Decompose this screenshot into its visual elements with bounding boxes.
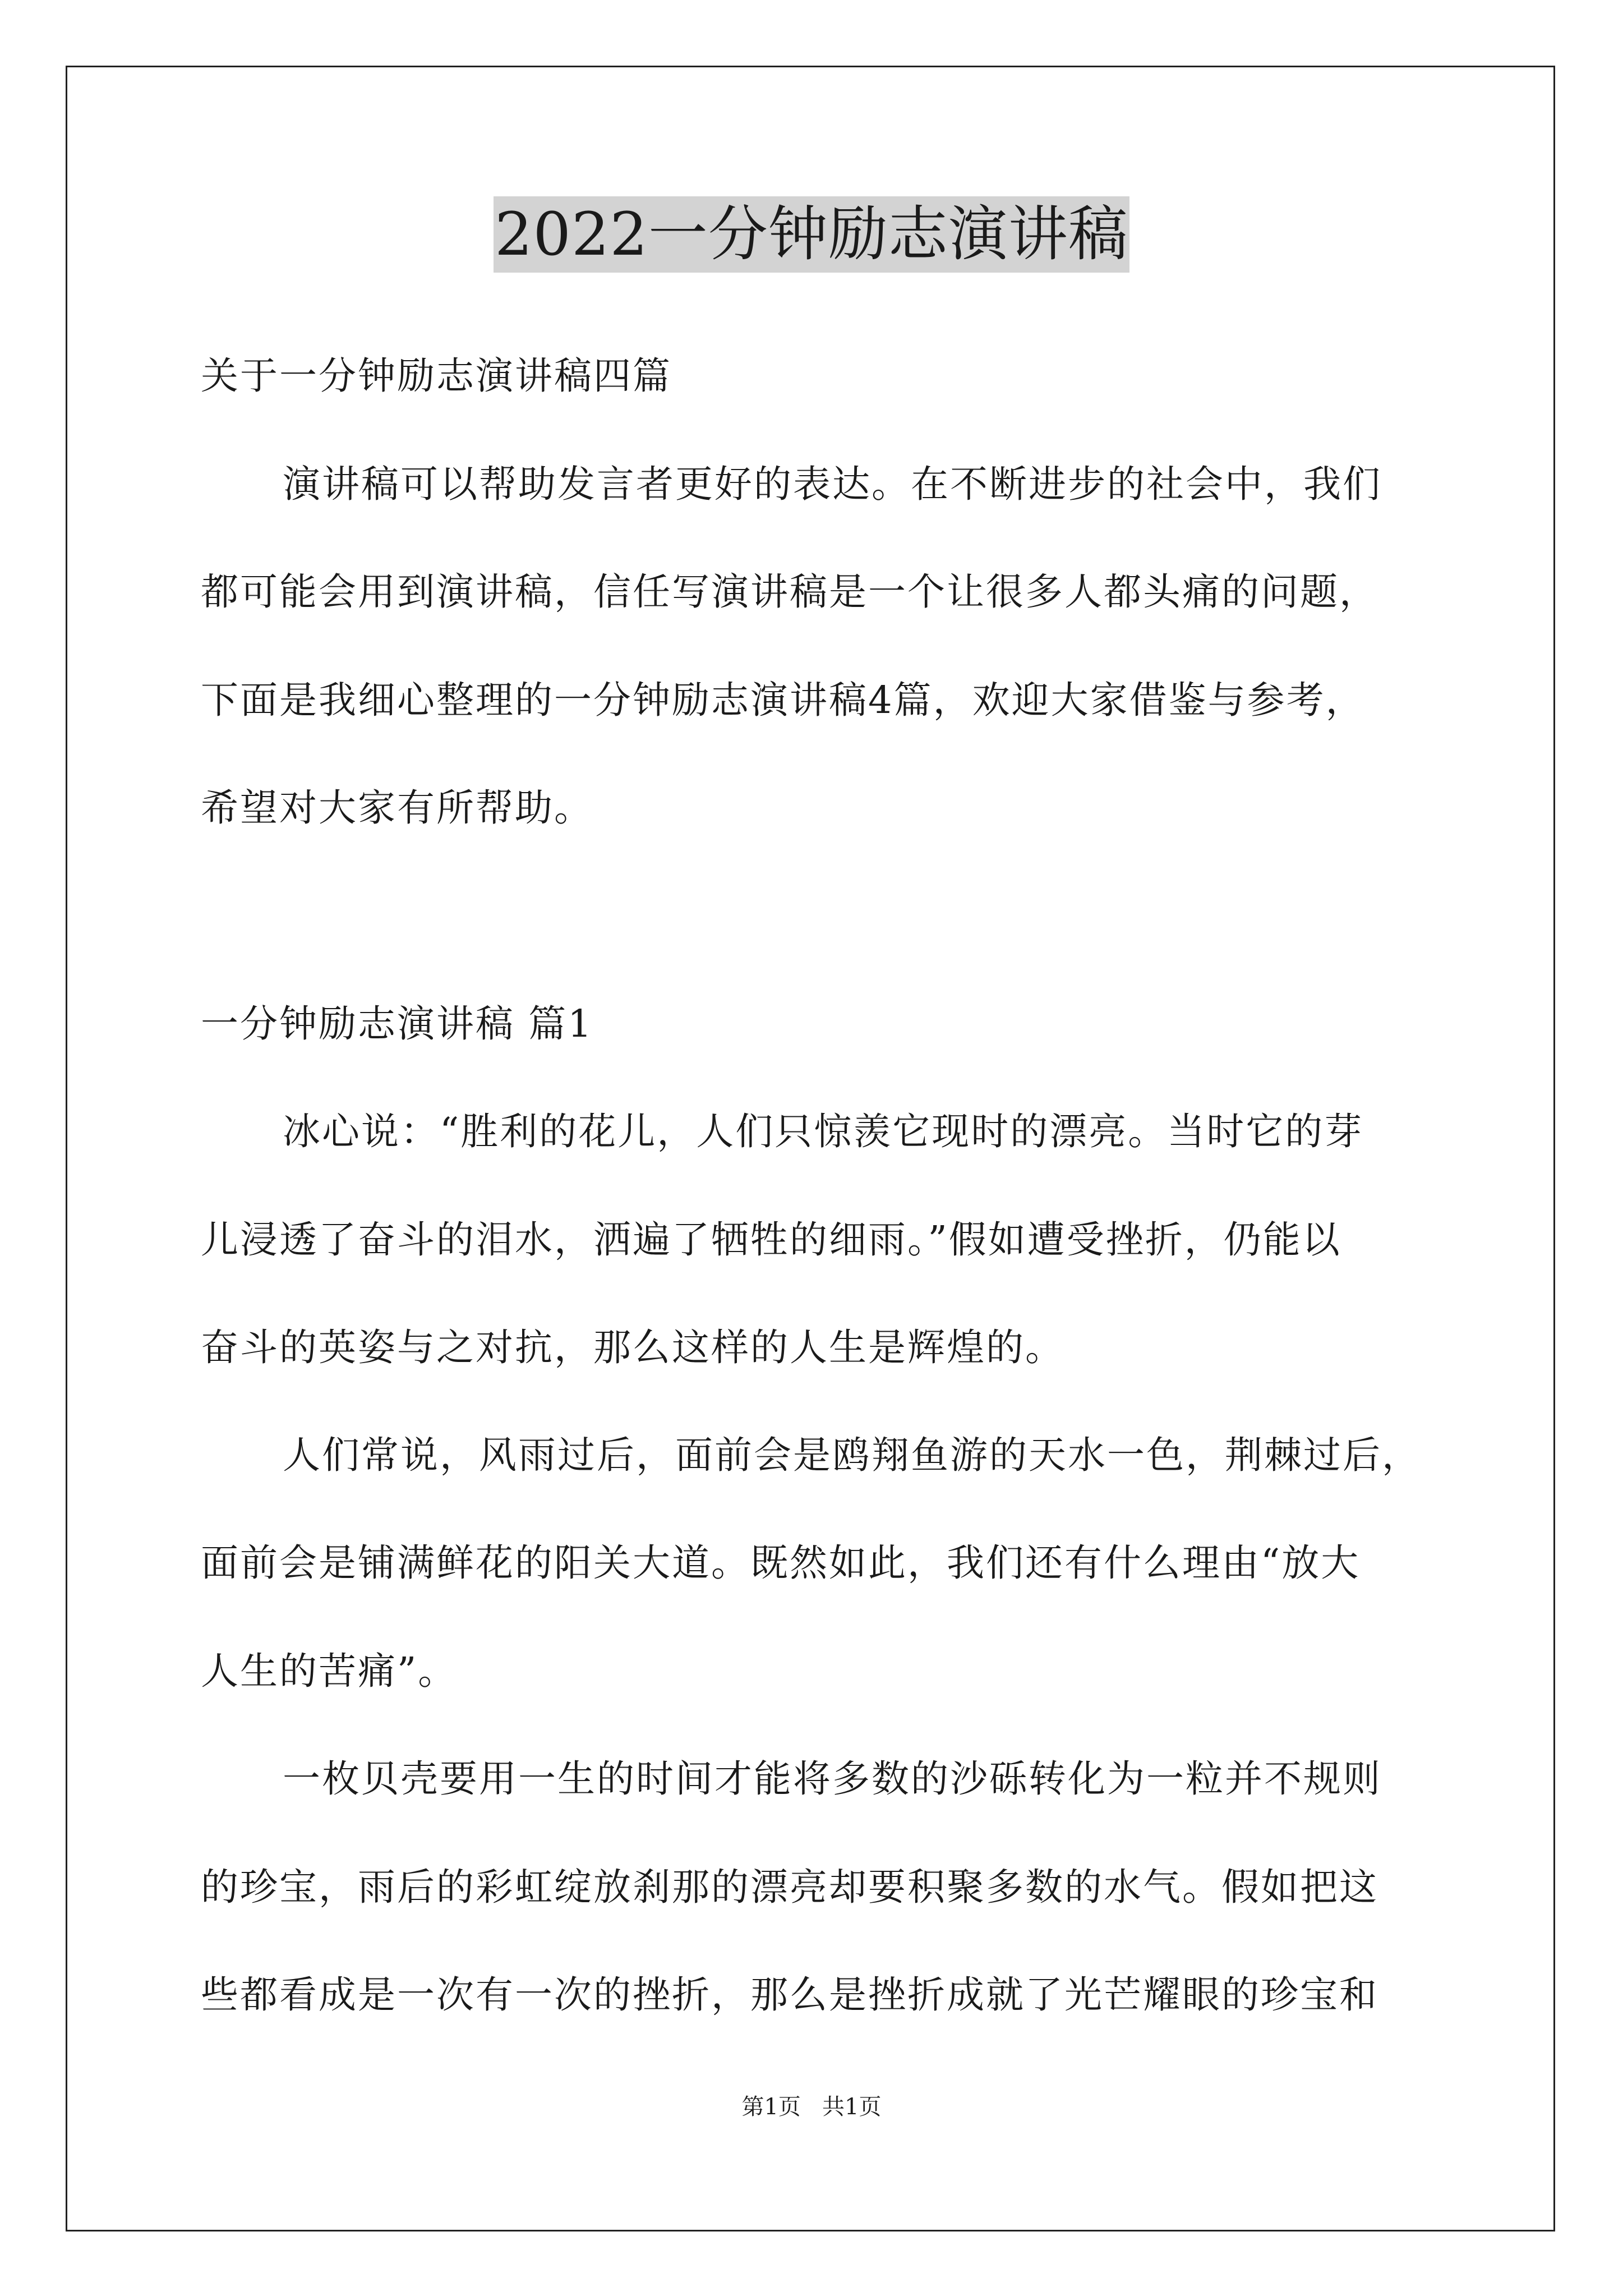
section-line-4: 人们常说，风雨过后，面前会是鸥翔鱼游的天水一色，荆棘过后， xyxy=(283,1433,1421,1477)
section-line-5: 面前会是铺满鲜花的阳关大道。既然如此，我们还有什么理由“放大 xyxy=(201,1541,1361,1585)
intro-line-1: 演讲稿可以帮助发言者更好的表达。在不断进步的社会中，我们 xyxy=(283,462,1382,506)
intro-line-4: 希望对大家有所帮助。 xyxy=(201,786,593,830)
page-footer: 第1页 共1页 xyxy=(741,2094,882,2120)
intro-line-3: 下面是我细心整理的一分钟励志演讲稿4篇，欢迎大家借鉴与参考， xyxy=(201,678,1365,722)
section-line-6: 人生的苦痛”。 xyxy=(201,1649,458,1693)
section-line-9: 些都看成是一次有一次的挫折，那么是挫折成就了光芒耀眼的珍宝和 xyxy=(201,1973,1378,2017)
document-title: 2022一分钟励志演讲稿 xyxy=(494,196,1129,273)
subtitle: 关于一分钟励志演讲稿四篇 xyxy=(201,354,672,398)
section-line-1: 冰心说：“胜利的花儿，人们只惊羡它现时的漂亮。当时它的芽 xyxy=(283,1110,1364,1153)
section-line-3: 奋斗的英姿与之对抗，那么这样的人生是辉煌的。 xyxy=(201,1326,1064,1369)
intro-line-2: 都可能会用到演讲稿，信任写演讲稿是一个让很多人都头痛的问题， xyxy=(201,570,1378,614)
section-line-7: 一枚贝壳要用一生的时间才能将多数的沙砾转化为一粒并不规则 xyxy=(283,1757,1382,1801)
section-line-2: 儿浸透了奋斗的泪水，洒遍了牺牲的细雨。”假如遭受挫折，仍能以 xyxy=(201,1218,1341,1262)
section-line-8: 的珍宝，雨后的彩虹绽放刹那的漂亮却要积聚多数的水气。假如把这 xyxy=(201,1865,1378,1909)
section-heading: 一分钟励志演讲稿 篇1 xyxy=(201,1002,593,1046)
title-container xyxy=(0,196,1623,273)
